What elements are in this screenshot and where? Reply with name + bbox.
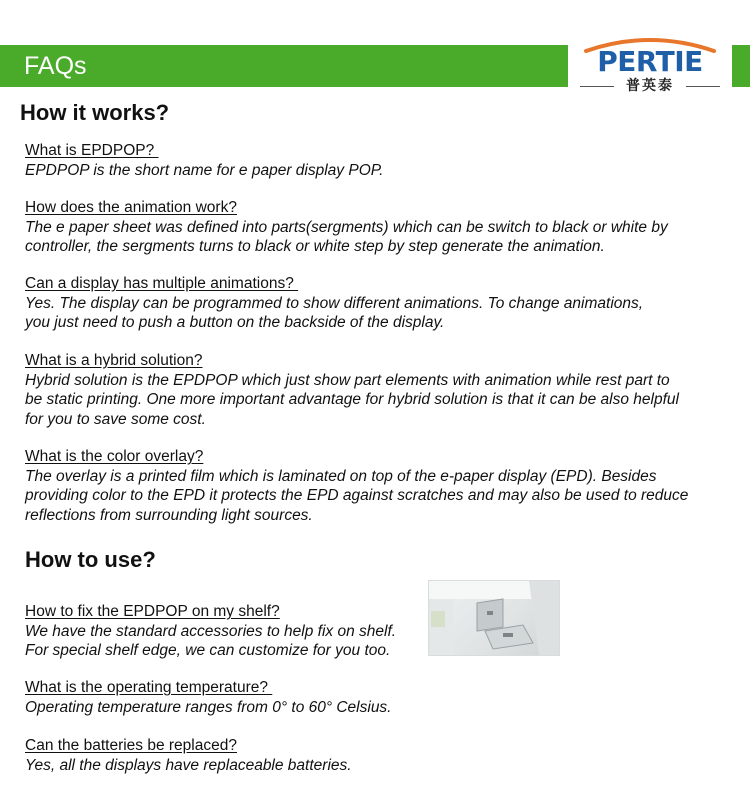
faq-item (25, 141, 725, 180)
section-title-how-it-works: How it works? (20, 100, 170, 125)
faq-item (25, 678, 725, 717)
faq-answer: EPDPOP is the short name for e paper display POP. (25, 161, 384, 179)
faq-question: What is EPDPOP? (25, 142, 159, 159)
pertie-logo (568, 33, 732, 99)
logo-divider-right (686, 86, 720, 87)
faq-question: What is the color overlay? (25, 448, 204, 465)
faq-question: Can the batteries be replaced? (25, 737, 237, 754)
faq-item (25, 736, 725, 775)
faq-item (25, 447, 725, 525)
logo-divider-left (580, 86, 614, 87)
faq-answer: We have the standard accessories to help fix on shelf. For special shelf edge, we can customize for you too. (25, 622, 397, 659)
faq-answer: Operating temperature ranges from 0° to 60° Celsius. (25, 698, 392, 716)
faq-question: How to fix the EPDPOP on my shelf? (25, 603, 280, 620)
faq-item (25, 198, 725, 257)
section-title-how-to-use: How to use? (25, 547, 156, 572)
faq-answer: Yes. The display can be programmed to show different animations. To change animations, you just need to push a button on the backside of the display. (25, 294, 644, 331)
logo-subtitle: 普英泰 (626, 78, 674, 94)
faq-question: What is the operating temperature? (25, 679, 273, 696)
faq-question: Can a display has multiple animations? (25, 275, 299, 292)
faq-item (25, 602, 725, 661)
faq-answer: Hybrid solution is the EPDPOP which just show part elements with animation while rest part to be static printing. One more important advantage for hybrid solution is that it can be also helpful for you to save some cost. (25, 371, 679, 428)
faq-item (25, 351, 725, 429)
faq-question: How does the animation work? (25, 199, 237, 216)
banner-title: FAQs (24, 52, 87, 80)
faq-answer: The overlay is a printed film which is laminated on top of the e-paper display (EPD). Besides providing color to the EPD it protects the EPD against scratches and may also be used to reduce reflections from surrounding light sources. (25, 467, 689, 524)
faq-question: What is a hybrid solution? (25, 352, 203, 369)
faq-item (25, 274, 725, 333)
faq-answer: Yes, all the displays have replaceable batteries. (25, 756, 352, 774)
logo-wordmark: PERTIE (597, 45, 703, 78)
faq-answer: The e paper sheet was defined into parts(sergments) which can be switch to black or white by controller, the sergments turns to black or white step by step generate the animation. (25, 218, 668, 255)
